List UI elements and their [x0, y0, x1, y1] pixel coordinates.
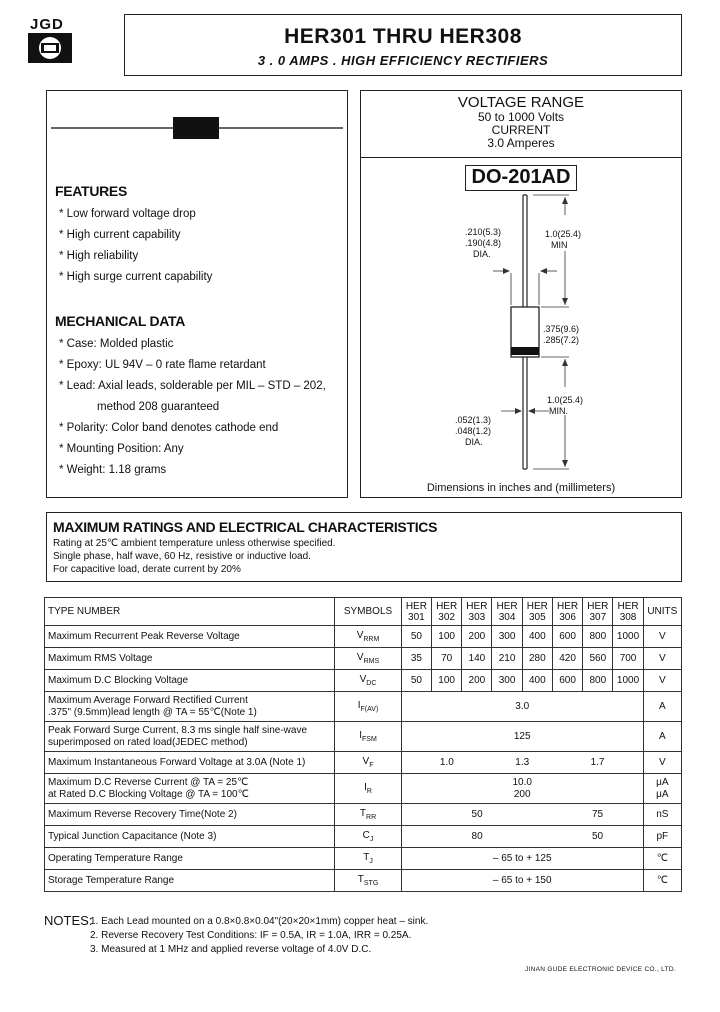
table-row: [45, 692, 682, 722]
title-box: [124, 14, 682, 76]
unit-text: ℃: [656, 852, 668, 864]
model-prefix: HER: [557, 600, 579, 612]
feature-item: * High reliability: [59, 250, 139, 262]
param-text: Typical Junction Capacitance (Note 3): [48, 830, 217, 842]
value-cell: 400: [522, 626, 552, 648]
package-outline-drawing: [361, 91, 681, 497]
param-cell: [45, 848, 335, 870]
symbol-main: V: [362, 756, 370, 767]
model-number: 302: [438, 611, 455, 623]
unit-text: μA: [656, 776, 669, 788]
symbol-main: I: [364, 782, 367, 793]
value-text: 3.0: [515, 700, 530, 712]
header-model: [462, 598, 492, 626]
unit-text: pF: [656, 830, 669, 842]
symbol-main: I: [359, 730, 363, 741]
mechanical-item: * Lead: Axial leads, solderable per MIL – STD – 202,: [59, 380, 326, 392]
table-row: [45, 774, 682, 804]
symbol-sub: F: [369, 762, 374, 769]
diode-image: [47, 113, 347, 143]
header-model: [613, 598, 643, 626]
value-cell: [401, 722, 643, 752]
value-text: 125: [513, 730, 531, 742]
mechanical-item: * Polarity: Color band denotes cathode end: [59, 422, 279, 434]
unit-cell: [643, 870, 681, 892]
header-model: [522, 598, 552, 626]
model-prefix: HER: [526, 600, 548, 612]
value-cell: 70: [432, 648, 462, 670]
unit-cell: [643, 722, 681, 752]
symbol-cell: [335, 692, 402, 722]
header-model: [432, 598, 462, 626]
header-model: [583, 598, 613, 626]
unit-cell: [643, 752, 681, 774]
model-number: 301: [408, 611, 425, 623]
table-row: [45, 752, 682, 774]
value-cell: [401, 848, 643, 870]
header-type: TYPE NUMBER: [45, 598, 335, 626]
param-text: Maximum D.C Reverse Current @ TA = 25℃: [48, 776, 249, 788]
unit-cell: [643, 670, 681, 692]
ratings-note: Rating at 25℃ ambient temperature unless otherwise specified.: [53, 538, 336, 549]
symbol-main: T: [359, 808, 367, 819]
table-row: [45, 722, 682, 752]
param-cell: [45, 826, 335, 848]
dim-lead-length-bottom-min: MIN.: [549, 406, 568, 416]
value-cell: [401, 692, 643, 722]
dim-lead-length-bottom: 1.0(25.4): [547, 395, 584, 405]
spec-table: [44, 597, 682, 892]
unit-cell: [643, 848, 681, 870]
symbol-main: T: [357, 874, 364, 885]
symbol-cell: [335, 870, 402, 892]
dimensions-caption: Dimensions in inches and (millimeters): [426, 482, 616, 494]
table-row: [45, 870, 682, 892]
symbol-cell: [335, 752, 402, 774]
model-number: 303: [468, 611, 486, 623]
unit-text: V: [658, 674, 666, 686]
feature-item: * High current capability: [59, 229, 181, 241]
symbol-sub: FSM: [362, 736, 377, 743]
unit-cell: [643, 826, 681, 848]
table-row: [45, 670, 682, 692]
value-cell: 50: [401, 670, 431, 692]
symbol-sub: F(AV): [360, 706, 379, 713]
note-item: 3. Measured at 1 MHz and applied reverse voltage of 4.0V D.C.: [90, 944, 372, 955]
ratings-note: For capacitive load, derate current by 20%: [53, 564, 241, 575]
value-cell: 75: [552, 804, 643, 826]
value-text: – 65 to + 125: [492, 852, 552, 864]
model-number: 306: [559, 611, 576, 623]
symbol-sub: RR: [366, 814, 377, 821]
value-cell: 700: [613, 648, 643, 670]
symbol-main: V: [359, 674, 367, 685]
param-cell: [45, 870, 335, 892]
symbol-main: C: [362, 830, 370, 841]
value-cell: 300: [492, 670, 522, 692]
dim-lead-length-top-min: MIN: [551, 240, 568, 250]
param-text: at Rated D.C Blocking Voltage @ TA = 100℃: [48, 788, 249, 800]
table-row: [45, 804, 682, 826]
param-text: Maximum D.C Blocking Voltage: [48, 674, 189, 686]
dim-lead-dia-label: DIA.: [465, 437, 483, 447]
unit-text: V: [658, 756, 666, 768]
symbol-main: V: [356, 652, 364, 663]
param-text: Maximum Recurrent Peak Reverse Voltage: [48, 630, 240, 642]
dim-body-length-min: .285(7.2): [543, 335, 580, 345]
symbol-cell: [335, 848, 402, 870]
model-number: 305: [528, 611, 546, 623]
value-cell: 560: [583, 648, 613, 670]
symbol-main: T: [363, 852, 370, 863]
symbol-cell: [335, 722, 402, 752]
note-item: 1. Each Lead mounted on a 0.8×0.8×0.04"(20×20×1mm) copper heat – sink.: [90, 916, 429, 927]
symbol-cell: [335, 648, 402, 670]
value-cell: 800: [583, 626, 613, 648]
value-cell: 800: [583, 670, 613, 692]
model-number: 304: [498, 611, 516, 623]
features-panel: [46, 90, 348, 498]
current-value: 3.0 Amperes: [487, 136, 555, 150]
model-prefix: HER: [587, 600, 609, 612]
model-prefix: HER: [617, 600, 639, 612]
param-cell: [45, 626, 335, 648]
value-cell: 300: [492, 626, 522, 648]
symbol-main: V: [356, 630, 364, 641]
dim-body-length-max: .375(9.6): [543, 324, 580, 334]
unit-cell: [643, 692, 681, 722]
unit-text: V: [658, 630, 666, 642]
symbol-sub: J: [369, 858, 373, 865]
model-prefix: HER: [436, 600, 458, 612]
footer-company: JINAN GUDE ELECTRONIC DEVICE CO., LTD.: [524, 966, 676, 973]
current-label: CURRENT: [491, 123, 551, 137]
mechanical-heading: MECHANICAL DATA: [55, 313, 186, 329]
param-text: Maximum Reverse Recovery Time(Note 2): [48, 808, 237, 820]
param-text: Peak Forward Surge Current, 8.3 ms single half sine-wave: [48, 724, 308, 736]
unit-text: μA: [656, 788, 669, 800]
symbol-cell: [335, 826, 402, 848]
header-model: [552, 598, 582, 626]
value-cell: 280: [522, 648, 552, 670]
page-title: HER301 THRU HER308: [284, 25, 522, 48]
unit-text: nS: [656, 808, 669, 820]
unit-cell: [643, 626, 681, 648]
symbol-sub: DC: [366, 680, 377, 687]
table-row: [45, 826, 682, 848]
param-cell: [45, 752, 335, 774]
symbol-sub: RMS: [363, 658, 380, 665]
param-cell: [45, 804, 335, 826]
table-row: [45, 848, 682, 870]
value-cell: 1.7: [552, 752, 643, 774]
value-cell: 200: [462, 626, 492, 648]
header-model: [492, 598, 522, 626]
param-cell: [45, 692, 335, 722]
model-prefix: HER: [496, 600, 518, 612]
param-text: Maximum Instantaneous Forward Voltage at 3.0A (Note 1): [48, 756, 306, 768]
dim-lead-length-top: 1.0(25.4): [545, 229, 582, 239]
symbol-sub: RRM: [363, 636, 380, 643]
model-prefix: HER: [466, 600, 488, 612]
value-cell: 400: [522, 670, 552, 692]
value-cell: 50: [401, 804, 552, 826]
table-row: [45, 626, 682, 648]
value-cell: 1000: [613, 670, 643, 692]
header-symbols: SYMBOLS: [335, 598, 402, 626]
value-cell: 1000: [613, 626, 643, 648]
symbol-cell: [335, 774, 402, 804]
param-text: Maximum RMS Voltage: [48, 652, 153, 664]
param-text: superimposed on rated load(JEDEC method): [48, 736, 248, 748]
param-cell: [45, 722, 335, 752]
mechanical-item: * Weight: 1.18 grams: [59, 464, 167, 476]
symbol-cell: [335, 804, 402, 826]
package-panel: [360, 90, 682, 498]
dim-body-dia-min: .190(4.8): [465, 238, 502, 248]
value-cell: 80: [401, 826, 552, 848]
value-cell: 140: [462, 648, 492, 670]
unit-text: A: [658, 730, 666, 742]
table-row: [45, 648, 682, 670]
voltage-range-value: 50 to 1000 Volts: [477, 110, 565, 124]
symbol-cell: [335, 626, 402, 648]
value-cell: 50: [552, 826, 643, 848]
unit-cell: [643, 774, 681, 804]
dim-lead-dia-max: .052(1.3): [455, 415, 492, 425]
mechanical-item: * Mounting Position: Any: [59, 443, 184, 455]
package-name: DO-201AD: [465, 165, 577, 191]
unit-cell: [643, 648, 681, 670]
ratings-box: [46, 512, 682, 582]
unit-text: A: [658, 700, 666, 712]
value-cell: 600: [552, 670, 582, 692]
param-cell: [45, 670, 335, 692]
value-text: – 65 to + 150: [492, 874, 552, 886]
value-cell: 210: [492, 648, 522, 670]
ratings-note: Single phase, half wave, 60 Hz, resistive or inductive load.: [53, 551, 311, 562]
value-cell: 1.3: [492, 752, 552, 774]
symbol-sub: R: [366, 788, 372, 795]
value-cell: [401, 870, 643, 892]
value-cell: 600: [552, 626, 582, 648]
voltage-range-title: VOLTAGE RANGE: [457, 94, 585, 111]
ratings-heading: MAXIMUM RATINGS AND ELECTRICAL CHARACTERISTICS: [53, 519, 438, 535]
model-number: 308: [619, 611, 637, 623]
features-heading: FEATURES: [55, 183, 128, 199]
value-cell: 420: [552, 648, 582, 670]
mechanical-item: * Epoxy: UL 94V – 0 rate flame retardant: [59, 359, 266, 371]
note-item: 2. Reverse Recovery Test Conditions: IF = 0.5A, IR = 1.0A, IRR = 0.25A.: [90, 930, 412, 941]
dim-body-dia-label: DIA.: [473, 249, 491, 259]
unit-text: ℃: [656, 874, 668, 886]
value-cell: 50: [401, 626, 431, 648]
value-cell: [401, 774, 643, 804]
logo-text: JGD: [30, 16, 64, 33]
notes-heading: NOTES:: [44, 913, 93, 928]
table-header-row: [45, 598, 682, 626]
param-cell: [45, 774, 335, 804]
symbol-cell: [335, 670, 402, 692]
feature-item: * High surge current capability: [59, 271, 213, 283]
param-cell: [45, 648, 335, 670]
header-model: [401, 598, 431, 626]
param-text: Maximum Average Forward Rectified Current: [48, 694, 248, 706]
param-text: Operating Temperature Range: [48, 852, 183, 864]
unit-cell: [643, 804, 681, 826]
value-cell: 100: [432, 670, 462, 692]
value-cell: 1.0: [401, 752, 492, 774]
model-number: 307: [589, 611, 607, 623]
param-text: Storage Temperature Range: [48, 874, 175, 886]
model-prefix: HER: [405, 600, 427, 612]
value-cell: 35: [401, 648, 431, 670]
header-units: UNITS: [643, 598, 681, 626]
dim-lead-dia-min: .048(1.2): [455, 426, 492, 436]
param-text: .375" (9.5mm)lead length @ TA = 55℃(Note 1): [48, 706, 257, 718]
mechanical-item-continuation: method 208 guaranteed: [97, 401, 220, 413]
mechanical-item: * Case: Molded plastic: [59, 338, 174, 350]
value-cell: 100: [432, 626, 462, 648]
symbol-sub: STG: [363, 880, 379, 887]
value-cell: 200: [462, 670, 492, 692]
feature-item: * Low forward voltage drop: [59, 208, 196, 220]
value-text: 10.0: [512, 776, 532, 788]
page-subtitle: 3 . 0 AMPS . HIGH EFFICIENCY RECTIFIERS: [257, 53, 549, 68]
value-text: 200: [513, 788, 531, 800]
dim-body-dia-max: .210(5.3): [465, 227, 502, 237]
unit-text: V: [658, 652, 666, 664]
symbol-sub: J: [369, 836, 374, 843]
symbol-main: I: [357, 700, 361, 711]
logo-icon: [28, 33, 72, 63]
